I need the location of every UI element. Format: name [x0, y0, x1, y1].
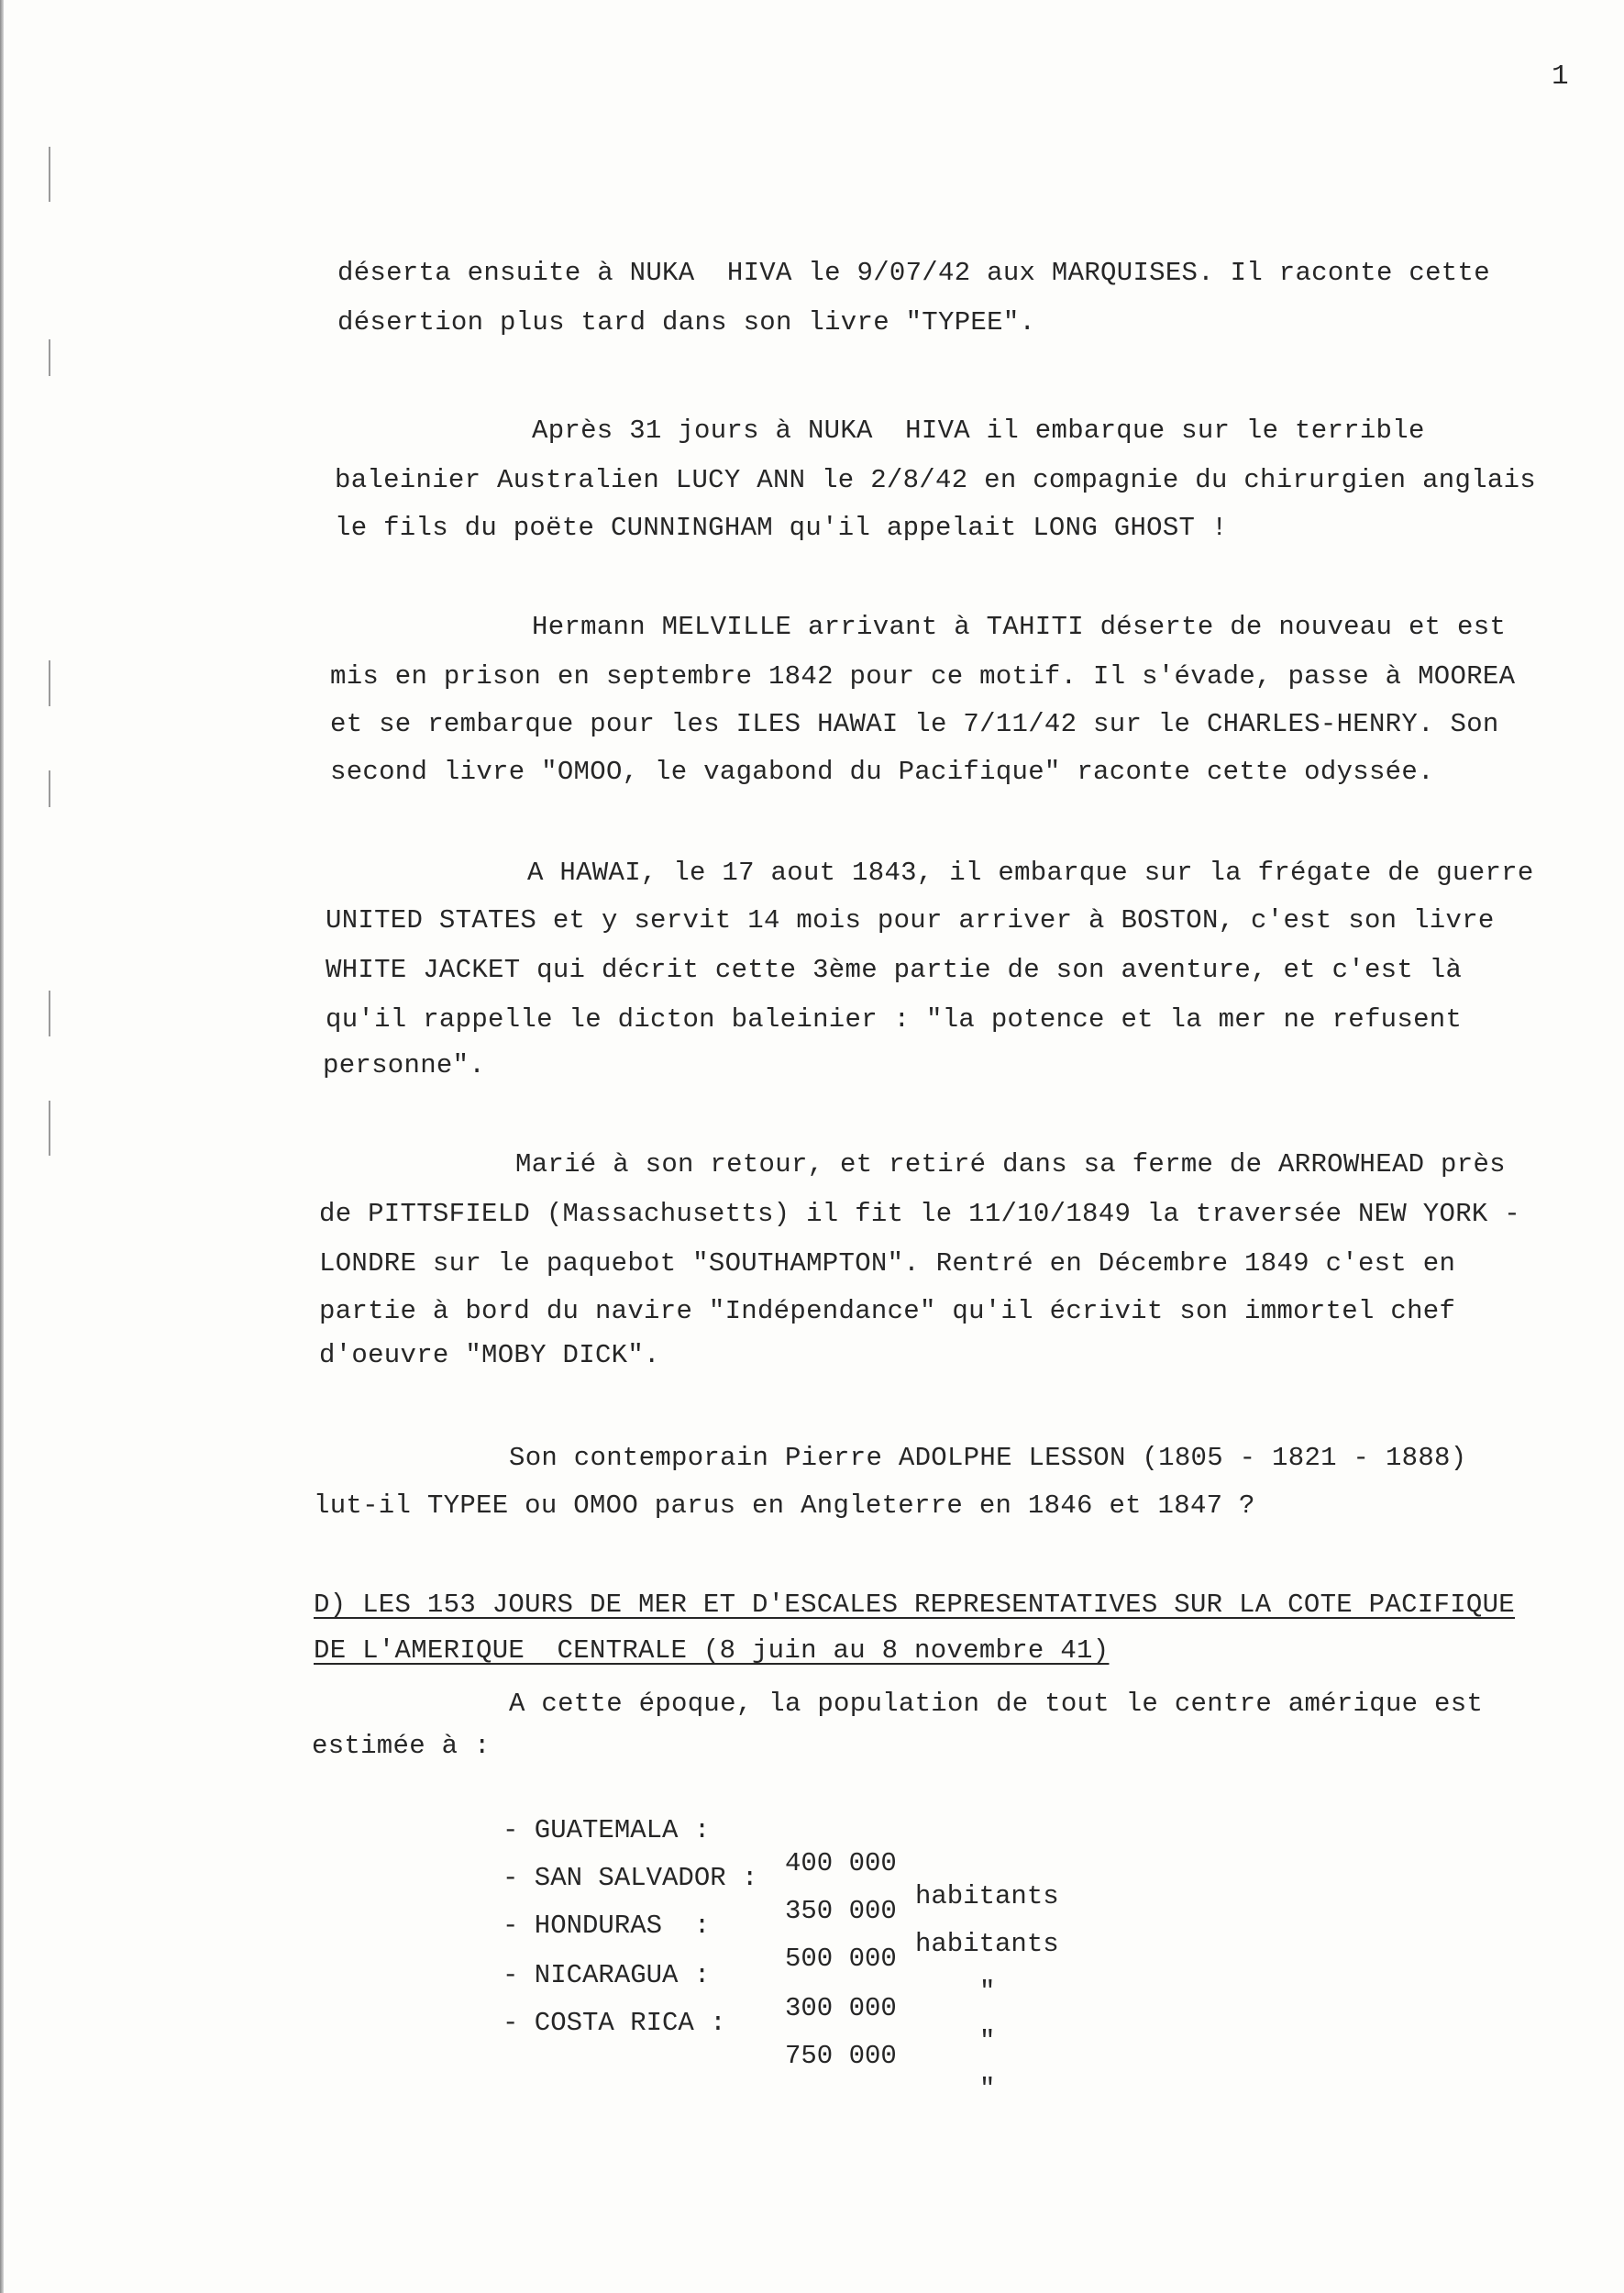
population-unit: habitants — [915, 1929, 1059, 1959]
page-number: 1 — [1552, 61, 1569, 93]
text-line: d'oeuvre "MOBY DICK". — [319, 1340, 660, 1370]
population-unit: " — [979, 1977, 996, 2007]
text-line: le fils du poëte CUNNINGHAM qu'il appelait LONG GHOST ! — [335, 513, 1228, 543]
scan-binding-edge — [0, 0, 4, 2293]
text-line: partie à bord du navire "Indépendance" qu'il écrivit son immortel chef — [319, 1296, 1456, 1326]
text-line: de PITTSFIELD (Massachusetts) il fit le 11/10/1849 la traversée NEW YORK - — [319, 1199, 1521, 1229]
text-line: désertion plus tard dans son livre "TYPEE". — [337, 307, 1036, 338]
text-line: Son contemporain Pierre ADOLPHE LESSON (1805 - 1821 - 1888) — [509, 1443, 1467, 1473]
text-line: Marié à son retour, et retiré dans sa ferme de ARROWHEAD près — [515, 1149, 1506, 1180]
section-title-line: DE L'AMERIQUE CENTRALE (8 juin au 8 novembre 41) — [314, 1635, 1110, 1666]
population-unit: " — [979, 2074, 996, 2104]
population-value: 350 000 — [785, 1896, 897, 1926]
text-line: et se rembarque pour les ILES HAWAI le 7/11/42 sur le CHARLES-HENRY. Son — [330, 709, 1499, 739]
text-line: A HAWAI, le 17 aout 1843, il embarque sur la frégate de guerre — [527, 858, 1534, 888]
text-line: Hermann MELVILLE arrivant à TAHITI déserte de nouveau et est — [532, 612, 1507, 642]
text-line: Après 31 jours à NUKA HIVA il embarque sur le terrible — [532, 415, 1425, 446]
margin-mark — [49, 1101, 50, 1156]
text-line — [337, 257, 1559, 290]
text-line: mis en prison en septembre 1842 pour ce motif. Il s'évade, passe à MOOREA — [330, 661, 1516, 692]
text-line: second livre "OMOO, le vagabond du Pacifique" raconte cette odyssée. — [330, 757, 1434, 787]
country-name: - NICARAGUA : — [503, 1960, 711, 1990]
intro-line: estimée à : — [312, 1731, 491, 1761]
country-name: - COSTA RICA : — [503, 2008, 726, 2038]
text-line: qu'il rappelle le dicton baleinier : "la potence et la mer ne refusent — [326, 1004, 1463, 1035]
text-line: baleinier Australien LUCY ANN le 2/8/42 en compagnie du chirurgien anglais — [335, 465, 1537, 495]
text-line-content: déserta ensuite à NUKA HIVA le 9/07/42 aux MARQUISES. Il raconte cette — [337, 258, 1490, 288]
population-value: 500 000 — [785, 1944, 897, 1974]
text-line: LONDRE sur le paquebot "SOUTHAMPTON". Rentré en Décembre 1849 c'est en — [319, 1248, 1456, 1279]
section-title-line: D) LES 153 JOURS DE MER ET D'ESCALES REPRESENTATIVES SUR LA COTE PACIFIQUE — [314, 1590, 1516, 1620]
margin-mark — [49, 770, 50, 807]
margin-mark — [49, 991, 50, 1036]
population-unit: habitants — [915, 1881, 1059, 1911]
country-name: - GUATEMALA : — [503, 1815, 711, 1845]
margin-mark — [49, 660, 50, 706]
country-name: - SAN SALVADOR : — [503, 1863, 758, 1893]
population-value: 400 000 — [785, 1848, 897, 1878]
margin-mark — [49, 147, 50, 202]
text-line: WHITE JACKET qui décrit cette 3ème partie de son aventure, et c'est là — [326, 955, 1463, 985]
text-line: lut-il TYPEE ou OMOO parus en Angleterre en 1846 et 1847 ? — [314, 1490, 1255, 1521]
margin-mark — [49, 339, 50, 376]
country-name: - HONDURAS : — [503, 1911, 711, 1941]
text-line: UNITED STATES et y servit 14 mois pour arriver à BOSTON, c'est son livre — [326, 905, 1495, 936]
population-unit: " — [979, 2026, 996, 2056]
population-value: 300 000 — [785, 1993, 897, 2023]
intro-line: A cette époque, la population de tout le centre amérique est — [509, 1689, 1484, 1719]
text-line: personne". — [323, 1050, 486, 1080]
population-value: 750 000 — [785, 2041, 897, 2071]
